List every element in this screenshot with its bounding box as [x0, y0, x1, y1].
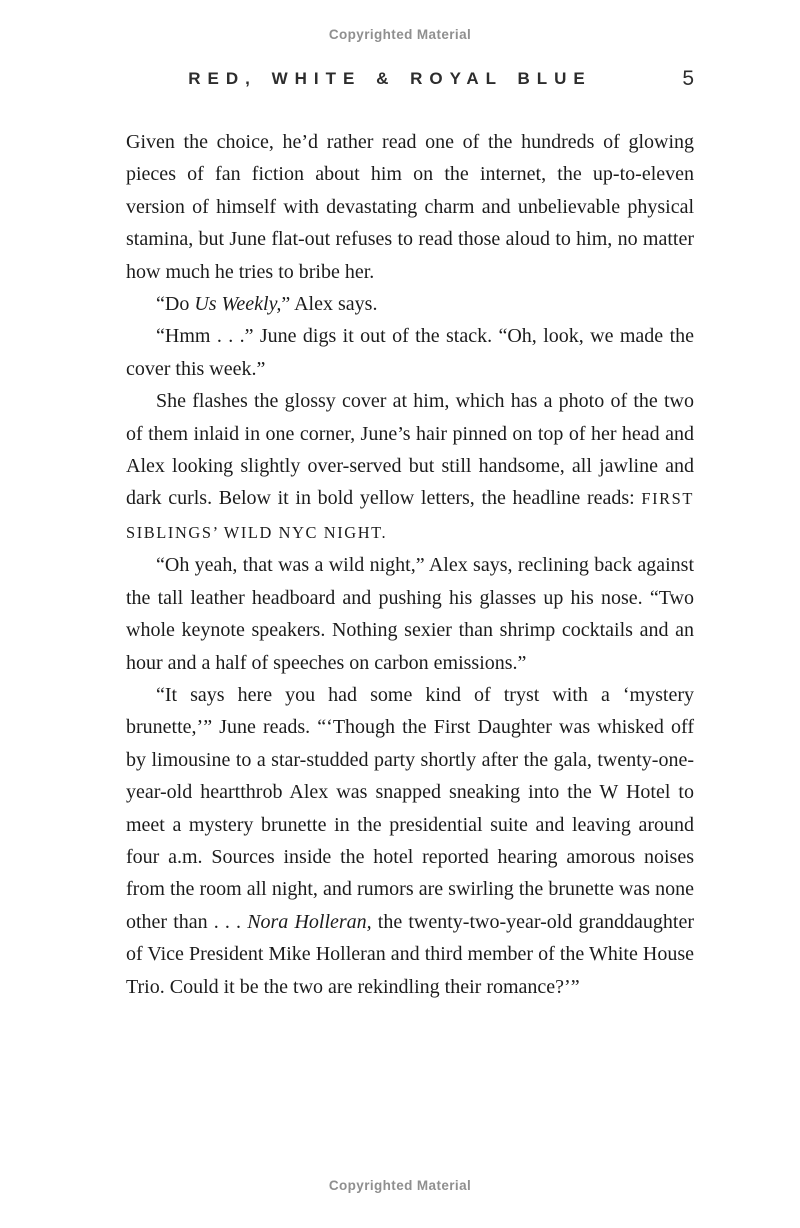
- page-body: [126, 126, 694, 1003]
- text-segment: “Hmm . . .” June digs it out of the stack. “Oh, look, we made the cover this week.”: [126, 325, 694, 380]
- paragraph: [126, 679, 694, 1003]
- copyright-notice-top: Copyrighted Material: [328, 27, 472, 42]
- italic-segment: Nora Holleran,: [247, 910, 372, 933]
- copyright-notice-bottom: Copyrighted Material: [328, 1178, 472, 1193]
- smallcaps-segment: FIRST SIBLINGS’ WILD NYC NIGHT.: [126, 489, 694, 542]
- page-number: 5: [682, 67, 694, 90]
- paragraph: [126, 320, 694, 385]
- paragraph: [126, 549, 694, 679]
- text-segment: She flashes the glossy cover at him, which has a photo of the two of them inlaid in one corner, June’s hair pinned on top of her head and Alex looking slightly over-served but still handsome, all jawline and dark curls. Below it in bold yellow letters, the headline reads:: [126, 390, 694, 510]
- text-segment: “It says here you had some kind of tryst with a ‘mystery brunette,’” June reads. “‘Though the First Daughter was whisked off by limousine to a star-studded party shortly after the gala, twenty-one-year-old heartthrob Alex was snapped sneaking into the W Hotel to meet a mystery brunette in the presidential suite and leaving around four a.m. Sources inside the hotel reported hearing amorous noises from the room all night, and rumors are swirling the brunette was none other than . . .: [126, 683, 694, 933]
- running-header: [126, 69, 694, 95]
- text-segment: ” Alex says.: [281, 293, 378, 316]
- text-segment: Given the choice, he’d rather read one of the hundreds of glowing pieces of fan fiction about him on the internet, the up-to-eleven version of himself with devastating charm and unbelievable physical stamina, but June flat-out refuses to read those aloud to him, no matter how much he tries to bribe her.: [126, 131, 694, 283]
- text-segment: “Oh yeah, that was a wild night,” Alex says, reclining back against the tall leather headboard and pushing his glasses up his nose. “Two whole keynote speakers. Nothing sexier than shrimp cocktails and an hour and a half of speeches on carbon emissions.”: [126, 554, 694, 674]
- paragraph: [126, 126, 694, 288]
- paragraph: [126, 385, 694, 549]
- paragraph: [126, 288, 694, 320]
- text-segment: the twenty-two-year-old granddaughter of Vice President Mike Holleran and third member of the White House Trio. Could it be the two are rekindling their romance?’”: [126, 910, 694, 998]
- italic-segment: Us Weekly,: [194, 293, 282, 316]
- book-title: RED, WHITE & ROYAL BLUE: [188, 69, 592, 88]
- text-segment: “Do: [156, 293, 195, 316]
